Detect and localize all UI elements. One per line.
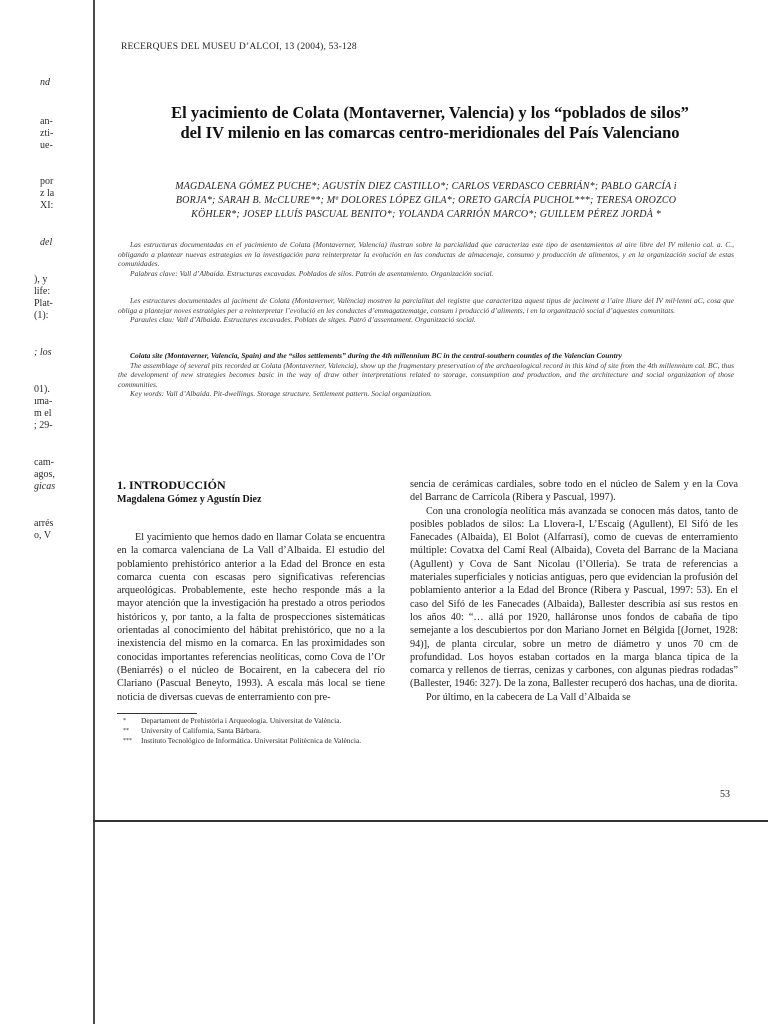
margin-fragment: del	[40, 237, 53, 248]
margin-fragment: Plat-	[34, 298, 53, 309]
left-column	[117, 478, 385, 704]
page-bottom-edge	[93, 820, 768, 822]
right-column	[410, 478, 738, 704]
article-title	[110, 103, 750, 143]
footnote-rule	[117, 713, 197, 714]
margin-fragment: o, V	[34, 530, 52, 541]
margin-fragment: life:	[34, 286, 51, 297]
margin-fragment: cam-	[34, 457, 54, 468]
section-authors: Magdalena Gómez y Agustín Diez	[117, 494, 262, 505]
footnote	[117, 726, 389, 736]
abstract-keywords: Key words: Vall d’Albaida. Pit-dwellings. Storage structure. Settlement pattern. Social organization.	[130, 389, 432, 399]
author-line: KÖHLER*; JOSEP LLUÍS PASCUAL BENITO*; YOLANDA CARRIÓN MARCO*; GUILLEM PÉREZ JORDÀ *	[191, 209, 661, 220]
margin-fragment: an-	[40, 116, 53, 127]
abstract-catalan	[118, 296, 734, 325]
margin-fragment: m el	[34, 408, 52, 419]
footnote-text: Instituto Tecnológico de Informática. Universitat Politècnica de València.	[141, 736, 362, 745]
margin-fragment: (1):	[34, 310, 49, 321]
abstract-keywords: Palabras clave: Vall d’Albaida. Estructuras excavadas. Poblados de silos. Patrón de asentamiento. Organización social.	[130, 268, 494, 278]
abstract-text: The assemblage of several pits recorded at Colata (Montaverner, Valencia), show up the fragmentary preservation of the archaeological record in this kind of site from the 4th millennium cal. BC, thus the development of new strategies becomes basic in the way of draw other interpretations related to storage, consumption and production, and the architecture and social organization of those communities.	[118, 360, 734, 389]
margin-fragment: ), y	[34, 274, 48, 285]
body-text-right	[410, 478, 738, 704]
title-line: del IV milenio en las comarcas centro-meridionales del País Valenciano	[180, 123, 680, 142]
margin-fragment: z la	[40, 188, 55, 199]
margin-fragment: ue-	[40, 140, 53, 151]
footnotes	[117, 716, 389, 746]
footnote	[117, 716, 389, 726]
title-line: El yacimiento de Colata (Montaverner, Valencia) y los “poblados de silos”	[171, 103, 689, 122]
margin-fragment: zti-	[40, 128, 54, 139]
footnote-text: Departament de Prehistòria i Arqueologia. Universitat de València.	[141, 716, 342, 725]
page-number: 53	[720, 789, 730, 800]
margin-fragment: gicas	[34, 481, 56, 492]
abstract-keywords: Paraules clau: Vall d’Albaida. Estructures excavades. Poblats de sitges. Patró d’assentament. Organització social.	[130, 315, 476, 325]
margin-fragment: ; 29-	[34, 420, 53, 431]
body-paragraph: El yacimiento que hemos dado en llamar Colata se encuentra en la comarca valenciana de La Vall d’Albaida. El estudio del poblamiento prehistórico anterior a la Edad del Bronce en esta comarca cuenta con escasas pero significativas referencias arqueológicas. Probablemente, este hecho responde más a la mayor atención que la investigación ha prestado a otros periodos históricos y, por tanto, a la falta de prospecciones sistemáticas orientadas al conocimiento del hábitat prehistórico, que no a la inexistencia del mismo en la comarca. En las proximidades son conocidas importantes referencias neolíticas, como Cova de l’Or (Beniarrés) o el núcleo de Bocairent, en la cabecera del río Clariano (Pascual Beneyto, 1993). A escala más local se tiene noticia de diversas cuevas de enterramiento con pre-	[117, 532, 385, 703]
margin-fragment: arrés	[34, 518, 54, 529]
margin-fragment: ıma-	[34, 396, 53, 407]
footnote	[117, 736, 389, 746]
body-paragraph: Con una cronología neolítica más avanzada se conocen más datos, tanto de posibles poblados de silos: La Llovera-I, L’Escaig (Agullent), El Sifó de les Fanecades (Albaida), El Bolot (Alfarrasí), como de cuevas de enterramiento múltiple: Covatxa del Camí Real (Albaida), Coveta del Barranc de la Maciana (Agullent) y Cova de Sant Nicolau (l’Olleria). Se trata de referencias a materiales superficiales y noticias antiguas, pero que evidencian la profusión del poblamiento anterior a la Edad del Bronce (Ribera y Pascual, 1997: 53). En el caso del Sifó de les Fanecades (Albaida), Ballester describía así sus restos en los años 40: “… allá por 1920, halláronse unos fondos de cabaña de tipo semejante a los descubiertos por don Mariano Jornet en Bélgida [(Jornet, 1928: 94)], de planta circular, sobre un metro de diámetro y unos 70 cm de profundidad. Los hoyos estaban cortados en la marga blanca típica de la comarca y rellenos de tierras, cenizas y carbones, con algunas piedras rodadas” (Ballester, 1946: 327). De la zona, Ballester recuperó dos hachas, una de diorita.	[410, 505, 738, 690]
section-heading: 1. INTRODUCCIÓN	[117, 478, 226, 492]
footnote-mark: *	[123, 718, 126, 724]
footnote-mark: ***	[123, 738, 132, 744]
abstract-spanish	[118, 240, 734, 278]
abstract-english	[118, 351, 734, 399]
previous-page-margin-bleed	[0, 0, 60, 1024]
footnote-text: University of California, Santa Bárbara.	[141, 726, 261, 735]
body-paragraph: sencia de cerámicas cardiales, sobre todo en el núcleo de Salem y en la Cova del Barranc de Carrícola (Ribera y Pascual, 1997).	[410, 479, 738, 504]
margin-fragment: 01).	[34, 384, 50, 395]
running-head: RECERQUES DEL MUSEU D’ALCOI, 13 (2004), 53-128	[121, 42, 357, 52]
abstract-english-title: Colata site (Montaverner, Valencia, Spain) and the “silos settlements” during the 4th millennium BC in the central-southern counties of the Valencian Country	[130, 351, 622, 360]
margin-fragment: agos,	[34, 469, 55, 480]
abstract-text: Les estructures documentades al jaciment de Colata (Montaverner, València) mostren la parcialitat del registre que caracteritza aquest tipus de jaciment a l’aire lliure del IV mil·lenni aC, cosa que obliga a plantejar noves estratègies per a reinterpretar l’evolució en les conductes d’emmagatzematge, consum i producció d’aliments, i en la organització social d’aquestes comunitats.	[118, 296, 734, 315]
body-paragraph: Por último, en la cabecera de La Vall d’Albaida se	[426, 691, 631, 703]
page-binding-line	[93, 0, 95, 1024]
margin-fragment: nd	[40, 77, 50, 88]
author-line: BORJA*; SARAH B. McCLURE**; Mª DOLORES LÓPEZ GILA*; ORETO GARCÍA PUCHOL***; TERESA OROZCO	[175, 195, 677, 206]
footnote-mark: **	[123, 728, 129, 734]
margin-fragment: por	[40, 176, 54, 187]
margin-fragment: ; los	[34, 347, 52, 358]
abstract-text: Las estructuras documentadas en el yacimiento de Colata (Montaverner, Valencia) ilustran sobre la parcialidad que caracteriza este tipo de asentamientos al aire libre del IV milenio cal. a. C., obligando a plantear nuevas estrategias en la investigación para reinterpretar la evolución en las conductas de almacenaje, consumo y producción de alimentos, y en la organización social de estas comunidades.	[118, 240, 734, 269]
author-list	[118, 180, 734, 222]
author-line: MAGDALENA GÓMEZ PUCHE*; AGUSTÍN DIEZ CASTILLO*; CARLOS VERDASCO CEBRIÁN*; PABLO GARCÍA i	[175, 181, 677, 192]
margin-fragment: XI:	[40, 200, 54, 211]
